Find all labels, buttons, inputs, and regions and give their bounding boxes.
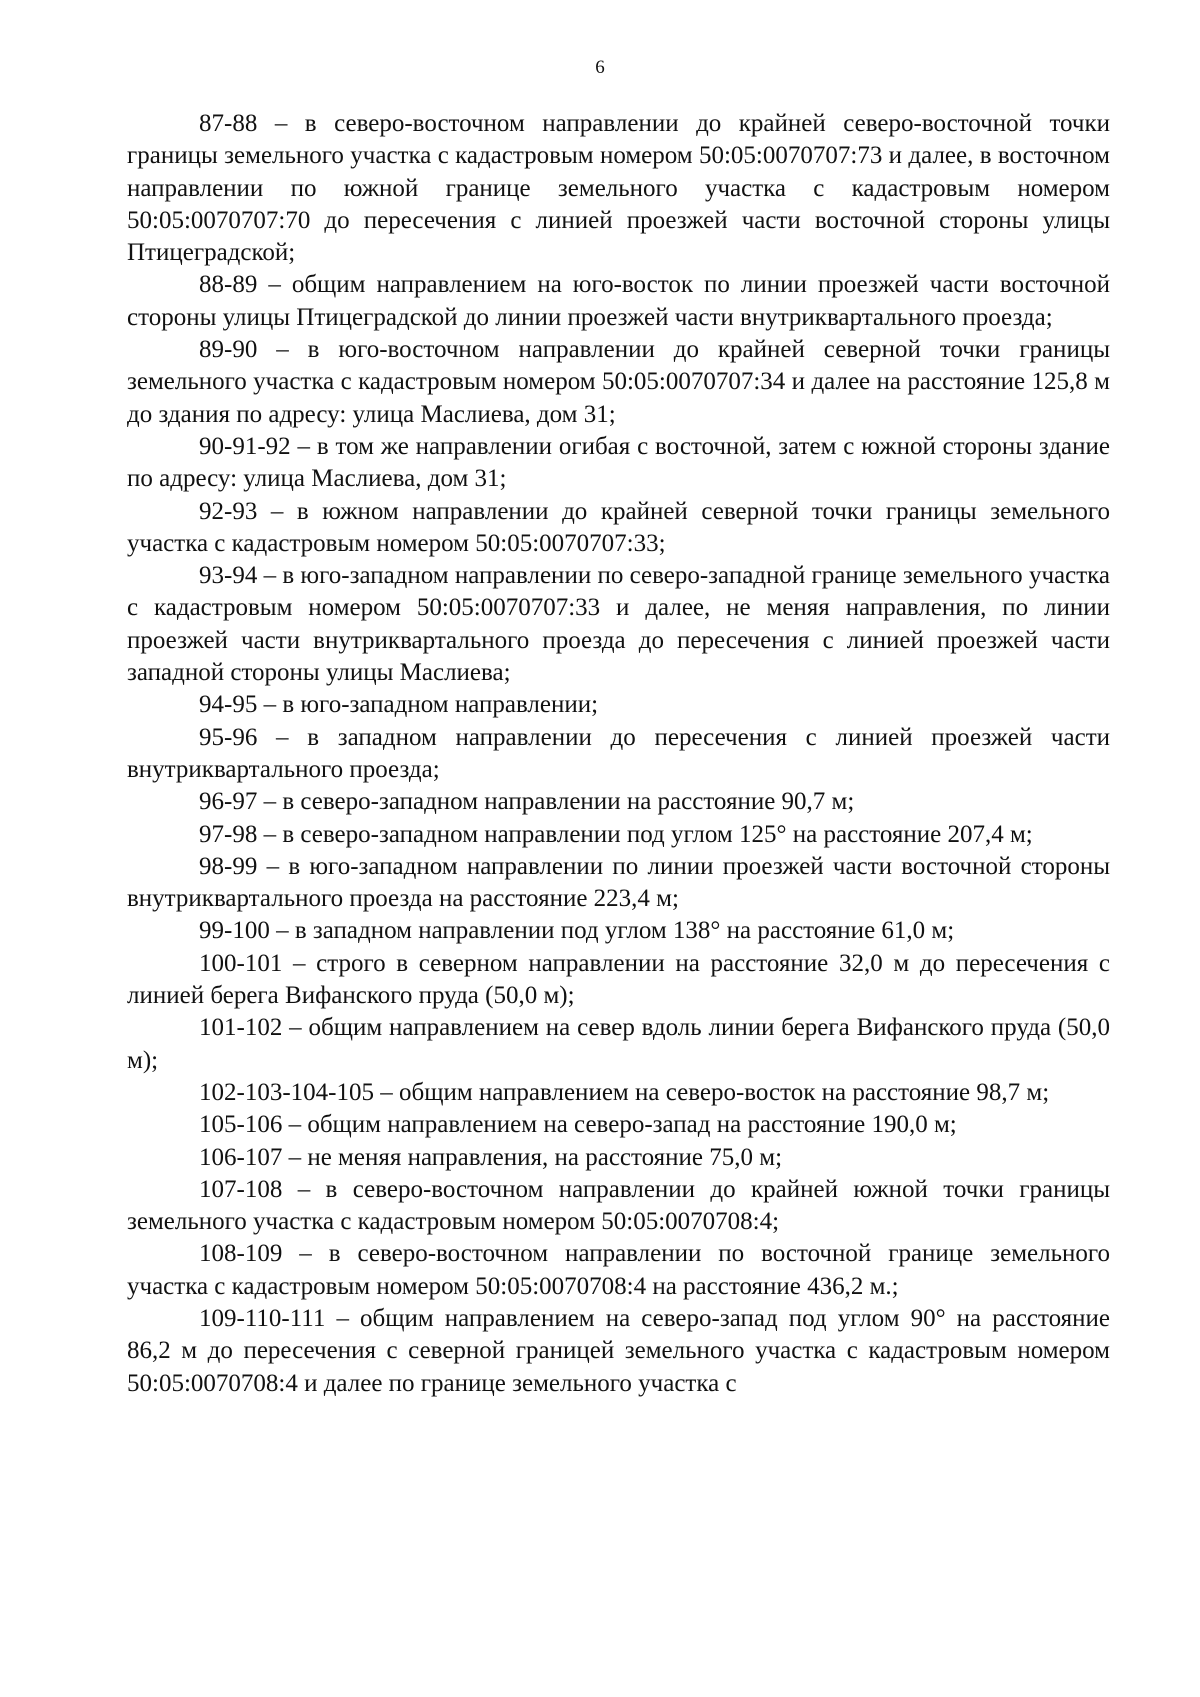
- paragraph-93-94: 93-94 – в юго-западном направлении по северо-западной границе земельного участка с кадастровым номером 50:05:0070707:33 и далее, не меняя направления, по линии проезжей части внутриквартального проезда до пересечения с линией проезжей части западной стороны улицы Маслиева;: [127, 562, 1110, 687]
- paragraph-108-109: 108-109 – в северо-восточном направлении по восточной границе земельного участка с кадастровым номером 50:05:0070708:4 на расстояние 436,2 м.;: [127, 1240, 1110, 1300]
- paragraph-106-107: 106-107 – не меняя направления, на расстояние 75,0 м;: [199, 1143, 783, 1171]
- paragraph-97-98: 97-98 – в северо-западном направлении под углом 125° на расстояние 207,4 м;: [199, 820, 1033, 848]
- page-number: 6: [595, 57, 605, 78]
- paragraph-87-88: 87-88 – в северо-восточном направлении до крайней северо-восточной точки границы земельного участка с кадастровым номером 50:05:0070707:73 и далее, в восточном направлении по южной границе земельного участка с кадастровым номером 50:05:0070707:70 до пересечения с линией проезжей части восточной стороны улицы Птицеградской;: [127, 110, 1110, 267]
- paragraph-95-96: 95-96 – в западном направлении до пересечения с линией проезжей части внутриквартального проезда;: [127, 723, 1110, 783]
- paragraph-102-105: 102-103-104-105 – общим направлением на северо-восток на расстояние 98,7 м;: [199, 1078, 1050, 1106]
- paragraph-98-99: 98-99 – в юго-западном направлении по линии проезжей части восточной стороны внутриквартального проезда на расстояние 223,4 м;: [127, 852, 1110, 913]
- paragraph-89-90: 89-90 – в юго-восточном направлении до крайней северной точки границы земельного участка с кадастровым номером 50:05:0070707:34 и далее на расстояние 125,8 м до здания по адресу: улица Маслиева, дом 31;: [127, 336, 1110, 428]
- paragraph-96-97: 96-97 – в северо-западном направлении на расстояние 90,7 м;: [199, 788, 855, 816]
- paragraph-99-100: 99-100 – в западном направлении под углом 138° на расстояние 61,0 м;: [199, 917, 955, 945]
- document-body: [127, 108, 1110, 1400]
- paragraph-100-101: 100-101 – строго в северном направлении на расстояние 32,0 м до пересечения с линией берега Вифанского пруда (50,0 м);: [127, 949, 1110, 1010]
- paragraph-107-108: 107-108 – в северо-восточном направлении до крайней южной точки границы земельного участка с кадастровым номером 50:05:0070708:4;: [127, 1175, 1110, 1236]
- paragraph-109-111: 109-110-111 – общим направлением на северо-запад под углом 90° на расстояние 86,2 м до пересечения с северной границей земельного участка с кадастровым номером 50:05:0070708:4 и далее по границе земельного участка с: [127, 1304, 1110, 1397]
- paragraph-88-89: 88-89 – общим направлением на юго-восток по линии проезжей части восточной стороны улицы Птицеградской до линии проезжей части внутриквартального проезда;: [127, 271, 1110, 331]
- paragraph-90-91-92: 90-91-92 – в том же направлении огибая с восточной, затем с южной стороны здание по адресу: улица Маслиева, дом 31;: [127, 432, 1110, 493]
- paragraph-105-106: 105-106 – общим направлением на северо-запад на расстояние 190,0 м;: [199, 1111, 957, 1139]
- paragraph-92-93: 92-93 – в южном направлении до крайней северной точки границы земельного участка с кадастровым номером 50:05:0070707:33;: [127, 497, 1110, 557]
- paragraph-101-102: 101-102 – общим направлением на север вдоль линии берега Вифанского пруда (50,0 м);: [127, 1014, 1110, 1074]
- paragraph-94-95: 94-95 – в юго-западном направлении;: [199, 691, 599, 719]
